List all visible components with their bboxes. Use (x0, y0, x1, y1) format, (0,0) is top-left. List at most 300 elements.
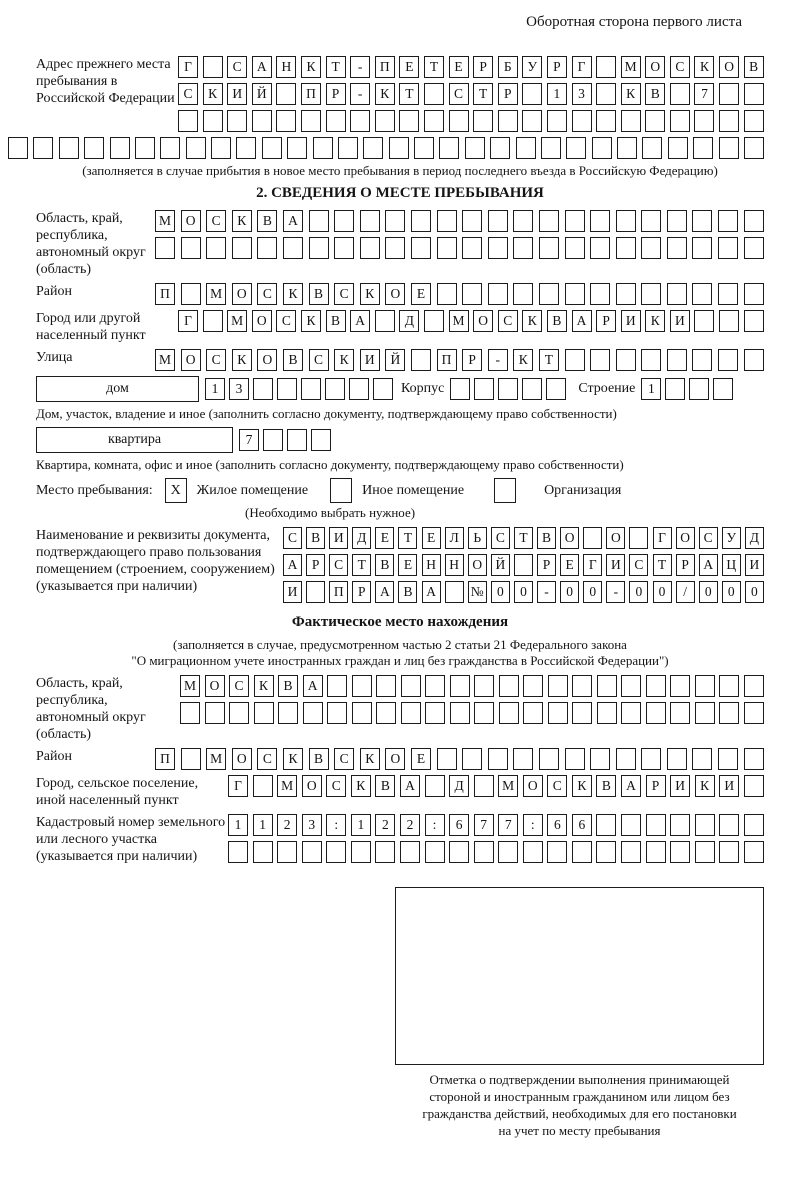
char-cell[interactable] (373, 378, 393, 400)
char-cell[interactable]: С (257, 748, 277, 770)
char-cell[interactable]: О (252, 310, 272, 332)
char-cell[interactable] (450, 702, 470, 724)
char-cell[interactable] (498, 110, 518, 132)
char-cell[interactable] (252, 110, 272, 132)
char-cell[interactable] (665, 378, 685, 400)
char-cell[interactable]: К (351, 775, 371, 797)
char-cell[interactable] (596, 110, 616, 132)
char-cell[interactable]: О (232, 283, 252, 305)
char-cell[interactable] (309, 237, 329, 259)
char-cell[interactable] (670, 841, 690, 863)
char-cell[interactable]: Г (583, 554, 602, 576)
char-cell[interactable]: А (350, 310, 370, 332)
char-cell[interactable] (744, 110, 764, 132)
char-cell[interactable] (488, 210, 508, 232)
char-cell[interactable]: С (229, 675, 249, 697)
char-cell[interactable]: И (621, 310, 641, 332)
char-cell[interactable] (523, 841, 543, 863)
char-cell[interactable] (276, 83, 296, 105)
char-cell[interactable] (744, 841, 764, 863)
char-cell[interactable]: М (155, 349, 175, 371)
char-cell[interactable]: К (254, 675, 274, 697)
char-cell[interactable]: А (422, 581, 441, 603)
char-cell[interactable] (541, 137, 561, 159)
char-cell[interactable] (181, 748, 201, 770)
char-cell[interactable] (719, 137, 739, 159)
char-cell[interactable] (646, 841, 666, 863)
char-cell[interactable] (450, 675, 470, 697)
char-cell[interactable]: 6 (547, 814, 567, 836)
char-cell[interactable]: С (491, 527, 510, 549)
char-cell[interactable]: В (257, 210, 277, 232)
char-cell[interactable] (110, 137, 130, 159)
char-cell[interactable]: 7 (239, 429, 259, 451)
char-cell[interactable] (257, 237, 277, 259)
char-cell[interactable]: А (283, 554, 302, 576)
char-cell[interactable] (155, 237, 175, 259)
char-cell[interactable] (206, 237, 226, 259)
char-cell[interactable]: Е (411, 748, 431, 770)
char-cell[interactable]: Г (178, 310, 198, 332)
char-cell[interactable] (498, 378, 518, 400)
char-cell[interactable] (592, 137, 612, 159)
char-cell[interactable]: / (676, 581, 695, 603)
char-cell[interactable] (363, 137, 383, 159)
char-cell[interactable] (203, 110, 223, 132)
char-cell[interactable] (670, 702, 690, 724)
char-cell[interactable] (641, 210, 661, 232)
char-cell[interactable]: К (360, 283, 380, 305)
char-cell[interactable]: О (719, 56, 739, 78)
char-cell[interactable]: В (326, 310, 346, 332)
char-cell[interactable] (401, 702, 421, 724)
char-cell[interactable]: - (350, 56, 370, 78)
char-cell[interactable] (667, 237, 687, 259)
char-cell[interactable]: : (523, 814, 543, 836)
char-cell[interactable] (744, 237, 764, 259)
char-cell[interactable]: М (155, 210, 175, 232)
char-cell[interactable]: Е (449, 56, 469, 78)
char-cell[interactable]: 3 (229, 378, 249, 400)
char-cell[interactable] (302, 841, 322, 863)
char-cell[interactable] (744, 210, 764, 232)
char-cell[interactable] (547, 110, 567, 132)
char-cell[interactable]: : (326, 814, 346, 836)
char-cell[interactable] (719, 83, 739, 105)
char-cell[interactable]: 0 (491, 581, 510, 603)
char-cell[interactable] (385, 210, 405, 232)
char-cell[interactable]: 1 (253, 814, 273, 836)
char-cell[interactable] (424, 83, 444, 105)
char-cell[interactable] (445, 581, 464, 603)
char-cell[interactable]: Р (676, 554, 695, 576)
char-cell[interactable]: Р (646, 775, 666, 797)
char-cell[interactable]: О (523, 775, 543, 797)
char-cell[interactable] (180, 702, 200, 724)
char-cell[interactable] (539, 283, 559, 305)
char-cell[interactable]: Т (653, 554, 672, 576)
char-cell[interactable]: 6 (572, 814, 592, 836)
char-cell[interactable] (499, 702, 519, 724)
char-cell[interactable]: С (334, 283, 354, 305)
char-cell[interactable] (499, 675, 519, 697)
char-cell[interactable] (301, 378, 321, 400)
char-cell[interactable] (565, 748, 585, 770)
char-cell[interactable] (513, 283, 533, 305)
char-cell[interactable]: С (227, 56, 247, 78)
char-cell[interactable] (597, 675, 617, 697)
char-cell[interactable] (522, 378, 542, 400)
char-cell[interactable] (719, 110, 739, 132)
char-cell[interactable]: 0 (745, 581, 764, 603)
char-cell[interactable] (351, 841, 371, 863)
char-cell[interactable] (414, 137, 434, 159)
char-cell[interactable] (670, 83, 690, 105)
char-cell[interactable] (232, 237, 252, 259)
char-cell[interactable] (424, 310, 444, 332)
char-cell[interactable]: Е (399, 56, 419, 78)
char-cell[interactable] (425, 702, 445, 724)
char-cell[interactable] (462, 210, 482, 232)
char-cell[interactable]: И (719, 775, 739, 797)
char-cell[interactable] (692, 748, 712, 770)
char-cell[interactable] (565, 210, 585, 232)
char-cell[interactable]: Т (352, 554, 371, 576)
char-cell[interactable] (334, 237, 354, 259)
char-cell[interactable]: П (155, 283, 175, 305)
char-cell[interactable]: 3 (572, 83, 592, 105)
char-cell[interactable] (462, 237, 482, 259)
char-cell[interactable] (616, 283, 636, 305)
char-cell[interactable]: В (375, 554, 394, 576)
char-cell[interactable]: 6 (449, 814, 469, 836)
char-cell[interactable]: А (252, 56, 272, 78)
char-cell[interactable] (617, 137, 637, 159)
char-cell[interactable] (695, 841, 715, 863)
char-cell[interactable]: Н (422, 554, 441, 576)
char-cell[interactable] (490, 137, 510, 159)
char-cell[interactable]: В (744, 56, 764, 78)
char-cell[interactable] (228, 841, 248, 863)
char-cell[interactable] (8, 137, 28, 159)
char-cell[interactable] (376, 702, 396, 724)
char-cell[interactable] (744, 775, 764, 797)
char-cell[interactable] (186, 137, 206, 159)
char-cell[interactable]: К (375, 83, 395, 105)
char-cell[interactable]: С (449, 83, 469, 105)
char-cell[interactable]: С (699, 527, 718, 549)
char-cell[interactable] (514, 554, 533, 576)
char-cell[interactable]: 1 (228, 814, 248, 836)
char-cell[interactable] (474, 775, 494, 797)
char-cell[interactable] (513, 237, 533, 259)
char-cell[interactable] (744, 675, 764, 697)
char-cell[interactable]: И (670, 310, 690, 332)
char-cell[interactable]: П (329, 581, 348, 603)
char-cell[interactable]: С (334, 748, 354, 770)
char-cell[interactable] (474, 702, 494, 724)
char-cell[interactable] (616, 210, 636, 232)
char-cell[interactable] (473, 110, 493, 132)
char-cell[interactable] (667, 748, 687, 770)
char-cell[interactable] (719, 675, 739, 697)
char-cell[interactable] (547, 841, 567, 863)
char-cell[interactable]: К (232, 349, 252, 371)
char-cell[interactable] (375, 310, 395, 332)
char-cell[interactable] (572, 675, 592, 697)
char-cell[interactable] (667, 349, 687, 371)
char-cell[interactable] (287, 137, 307, 159)
char-cell[interactable] (670, 814, 690, 836)
char-cell[interactable]: С (309, 349, 329, 371)
char-cell[interactable] (203, 310, 223, 332)
char-cell[interactable]: М (180, 675, 200, 697)
char-cell[interactable]: К (621, 83, 641, 105)
char-cell[interactable]: - (488, 349, 508, 371)
char-cell[interactable] (694, 310, 714, 332)
char-cell[interactable] (719, 310, 739, 332)
char-cell[interactable] (621, 110, 641, 132)
char-cell[interactable] (411, 237, 431, 259)
char-cell[interactable] (229, 702, 249, 724)
char-cell[interactable]: И (670, 775, 690, 797)
char-cell[interactable] (565, 349, 585, 371)
char-cell[interactable]: М (498, 775, 518, 797)
char-cell[interactable] (449, 110, 469, 132)
char-cell[interactable] (488, 748, 508, 770)
char-cell[interactable] (400, 841, 420, 863)
char-cell[interactable] (522, 83, 542, 105)
char-cell[interactable]: С (329, 554, 348, 576)
char-cell[interactable] (590, 210, 610, 232)
char-cell[interactable] (695, 675, 715, 697)
char-cell[interactable]: И (227, 83, 247, 105)
char-cell[interactable]: К (694, 56, 714, 78)
char-cell[interactable] (278, 702, 298, 724)
char-cell[interactable]: Ц (722, 554, 741, 576)
char-cell[interactable]: Е (560, 554, 579, 576)
char-cell[interactable]: Т (473, 83, 493, 105)
char-cell[interactable] (616, 237, 636, 259)
char-cell[interactable] (670, 675, 690, 697)
char-cell[interactable] (424, 110, 444, 132)
char-cell[interactable]: Р (352, 581, 371, 603)
char-cell[interactable]: Т (398, 527, 417, 549)
char-cell[interactable] (744, 283, 764, 305)
char-cell[interactable]: 7 (498, 814, 518, 836)
char-cell[interactable] (350, 110, 370, 132)
char-cell[interactable] (385, 237, 405, 259)
char-cell[interactable]: О (676, 527, 695, 549)
char-cell[interactable] (616, 748, 636, 770)
char-cell[interactable] (692, 237, 712, 259)
char-cell[interactable]: С (670, 56, 690, 78)
char-cell[interactable] (411, 210, 431, 232)
char-cell[interactable] (693, 137, 713, 159)
char-cell[interactable] (474, 675, 494, 697)
char-cell[interactable] (719, 702, 739, 724)
char-cell[interactable] (488, 237, 508, 259)
char-cell[interactable] (253, 378, 273, 400)
char-cell[interactable]: А (572, 310, 592, 332)
char-cell[interactable] (474, 841, 494, 863)
char-cell[interactable] (572, 110, 592, 132)
char-cell[interactable] (425, 675, 445, 697)
char-cell[interactable] (548, 702, 568, 724)
char-cell[interactable] (375, 110, 395, 132)
char-cell[interactable] (621, 675, 641, 697)
char-cell[interactable] (411, 349, 431, 371)
char-cell[interactable]: М (277, 775, 297, 797)
char-cell[interactable]: Ь (468, 527, 487, 549)
char-cell[interactable]: 2 (400, 814, 420, 836)
char-cell[interactable]: И (745, 554, 764, 576)
char-cell[interactable] (645, 110, 665, 132)
char-cell[interactable]: П (301, 83, 321, 105)
char-cell[interactable] (352, 675, 372, 697)
char-cell[interactable]: 1 (205, 378, 225, 400)
char-cell[interactable] (303, 702, 323, 724)
char-cell[interactable]: В (537, 527, 556, 549)
char-cell[interactable] (327, 675, 347, 697)
char-cell[interactable] (718, 210, 738, 232)
char-cell[interactable]: К (360, 748, 380, 770)
char-cell[interactable] (590, 237, 610, 259)
char-cell[interactable] (181, 283, 201, 305)
char-cell[interactable]: Г (178, 56, 198, 78)
char-cell[interactable]: Б (498, 56, 518, 78)
char-cell[interactable] (181, 237, 201, 259)
char-cell[interactable]: М (206, 748, 226, 770)
char-cell[interactable] (692, 210, 712, 232)
char-cell[interactable]: П (375, 56, 395, 78)
char-cell[interactable]: К (232, 210, 252, 232)
char-cell[interactable] (513, 748, 533, 770)
char-cell[interactable] (313, 137, 333, 159)
char-cell[interactable] (513, 210, 533, 232)
char-cell[interactable]: Д (399, 310, 419, 332)
char-cell[interactable]: О (645, 56, 665, 78)
char-cell[interactable] (437, 748, 457, 770)
char-cell[interactable]: 7 (474, 814, 494, 836)
char-cell[interactable]: Р (326, 83, 346, 105)
char-cell[interactable]: Т (399, 83, 419, 105)
char-cell[interactable] (596, 83, 616, 105)
char-cell[interactable]: О (606, 527, 625, 549)
char-cell[interactable] (572, 841, 592, 863)
char-cell[interactable] (327, 702, 347, 724)
char-cell[interactable]: В (278, 675, 298, 697)
char-cell[interactable] (516, 137, 536, 159)
char-cell[interactable] (597, 702, 617, 724)
char-cell[interactable] (744, 814, 764, 836)
char-cell[interactable]: 0 (629, 581, 648, 603)
char-cell[interactable]: Р (498, 83, 518, 105)
char-cell[interactable] (523, 675, 543, 697)
char-cell[interactable] (642, 137, 662, 159)
char-cell[interactable]: 0 (722, 581, 741, 603)
char-cell[interactable]: А (400, 775, 420, 797)
char-cell[interactable] (522, 110, 542, 132)
char-cell[interactable] (84, 137, 104, 159)
char-cell[interactable] (695, 814, 715, 836)
char-cell[interactable]: Е (375, 527, 394, 549)
char-cell[interactable] (646, 675, 666, 697)
char-cell[interactable]: О (181, 349, 201, 371)
char-cell[interactable] (565, 283, 585, 305)
char-cell[interactable]: Д (449, 775, 469, 797)
char-cell[interactable]: И (606, 554, 625, 576)
char-cell[interactable] (590, 349, 610, 371)
char-cell[interactable]: У (722, 527, 741, 549)
char-cell[interactable] (596, 814, 616, 836)
char-cell[interactable]: № (468, 581, 487, 603)
char-cell[interactable] (641, 349, 661, 371)
char-cell[interactable] (689, 378, 709, 400)
char-cell[interactable] (437, 210, 457, 232)
char-cell[interactable] (548, 675, 568, 697)
char-cell[interactable] (399, 110, 419, 132)
char-cell[interactable] (692, 283, 712, 305)
char-cell[interactable] (718, 349, 738, 371)
char-cell[interactable]: 0 (560, 581, 579, 603)
char-cell[interactable] (205, 702, 225, 724)
char-cell[interactable]: Г (653, 527, 672, 549)
char-cell[interactable] (203, 56, 223, 78)
char-cell[interactable] (621, 841, 641, 863)
char-cell[interactable]: 2 (375, 814, 395, 836)
char-cell[interactable] (352, 702, 372, 724)
char-cell[interactable]: М (621, 56, 641, 78)
char-cell[interactable]: Р (473, 56, 493, 78)
char-cell[interactable] (498, 841, 518, 863)
char-cell[interactable]: 1 (547, 83, 567, 105)
char-cell[interactable]: Р (547, 56, 567, 78)
char-cell[interactable]: М (449, 310, 469, 332)
char-cell[interactable] (646, 814, 666, 836)
char-cell[interactable] (227, 110, 247, 132)
char-cell[interactable] (590, 283, 610, 305)
char-cell[interactable]: М (206, 283, 226, 305)
char-cell[interactable] (744, 83, 764, 105)
char-cell[interactable] (583, 527, 602, 549)
char-cell[interactable]: Г (228, 775, 248, 797)
char-cell[interactable] (744, 349, 764, 371)
char-cell[interactable] (596, 841, 616, 863)
char-cell[interactable]: Р (537, 554, 556, 576)
char-cell[interactable] (621, 702, 641, 724)
checkbox-zhiloe[interactable]: X (165, 478, 187, 503)
char-cell[interactable] (450, 378, 470, 400)
char-cell[interactable] (236, 137, 256, 159)
char-cell[interactable] (719, 814, 739, 836)
char-cell[interactable]: В (645, 83, 665, 105)
char-cell[interactable]: К (645, 310, 665, 332)
char-cell[interactable] (694, 110, 714, 132)
char-cell[interactable]: О (385, 748, 405, 770)
char-cell[interactable] (349, 378, 369, 400)
char-cell[interactable]: 3 (302, 814, 322, 836)
char-cell[interactable] (283, 237, 303, 259)
char-cell[interactable] (449, 841, 469, 863)
char-cell[interactable]: М (227, 310, 247, 332)
char-cell[interactable]: Г (572, 56, 592, 78)
char-cell[interactable] (334, 210, 354, 232)
char-cell[interactable]: И (283, 581, 302, 603)
char-cell[interactable]: А (621, 775, 641, 797)
char-cell[interactable]: П (437, 349, 457, 371)
char-cell[interactable]: О (232, 748, 252, 770)
